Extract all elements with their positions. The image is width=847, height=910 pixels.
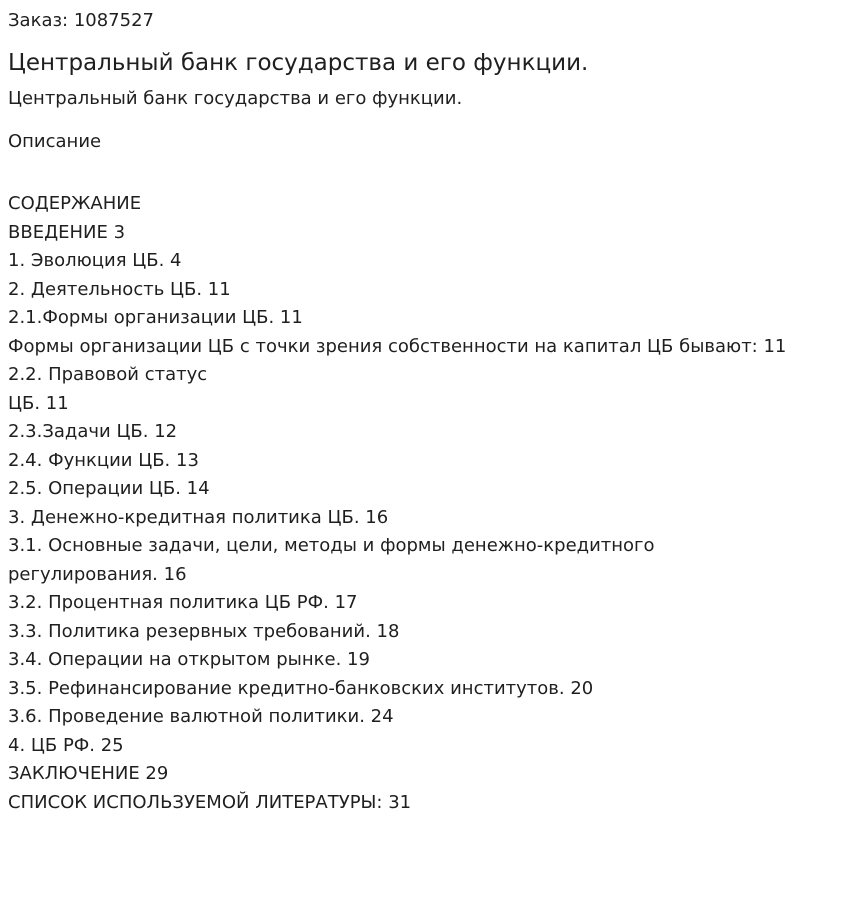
description-heading: Описание — [8, 131, 102, 152]
toc-line: 3.6. Проведение валютной политики. 24 — [8, 706, 394, 727]
toc-line: 2.2. Правовой статус — [8, 364, 208, 385]
toc-line: 3.5. Рефинансирование кредитно-банковских институтов. 20 — [8, 677, 594, 699]
toc-line: 2.5. Операции ЦБ. 14 — [8, 478, 210, 499]
table-of-contents — [8, 190, 840, 817]
toc-line: Формы организации ЦБ с точки зрения собственности на капитал ЦБ бывают: 11 — [8, 335, 787, 357]
toc-line: 4. ЦБ РФ. 25 — [8, 734, 124, 756]
order-number: Заказ: 1087527 — [8, 10, 154, 31]
toc-line: СОДЕРЖАНИЕ — [8, 193, 142, 214]
toc-line: 1. Эволюция ЦБ. 4 — [8, 250, 182, 271]
toc-line: 2. Деятельность ЦБ. 11 — [8, 278, 231, 300]
toc-line: 2.1.Формы организации ЦБ. 11 — [8, 307, 303, 328]
toc-line: 3.1. Основные задачи, цели, методы и формы денежно-кредитного — [8, 535, 655, 556]
toc-line: 3. Денежно-кредитная политика ЦБ. 16 — [8, 506, 389, 528]
toc-line: ВВЕДЕНИЕ 3 — [8, 221, 126, 243]
toc-line: 3.3. Политика резервных требований. 18 — [8, 620, 400, 642]
page-subtitle: Центральный банк государства и его функции. — [8, 88, 463, 109]
toc-line: 3.2. Процентная политика ЦБ РФ. 17 — [8, 592, 358, 613]
toc-line: 2.3.Задачи ЦБ. 12 — [8, 421, 178, 442]
toc-line: 2.4. Функции ЦБ. 13 — [8, 449, 199, 471]
toc-line: 3.4. Операции на открытом рынке. 19 — [8, 649, 370, 670]
toc-line: регулирования. 16 — [8, 563, 187, 585]
toc-line: ЦБ. 11 — [8, 392, 69, 414]
toc-line: СПИСОК ИСПОЛЬЗУЕМОЙ ЛИТЕРАТУРЫ: 31 — [8, 791, 412, 813]
page-title: Центральный банк государства и его функции. — [8, 50, 589, 76]
toc-line: ЗАКЛЮЧЕНИЕ 29 — [8, 763, 169, 784]
